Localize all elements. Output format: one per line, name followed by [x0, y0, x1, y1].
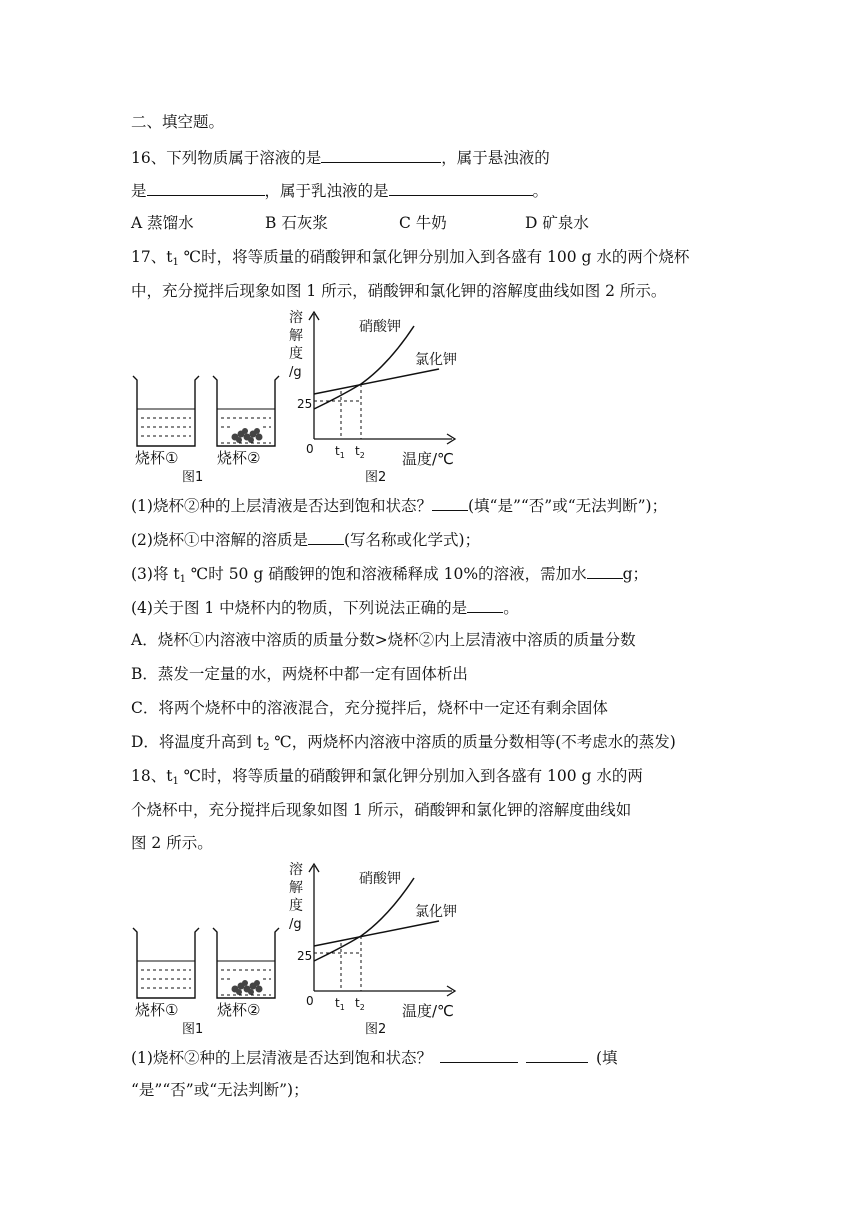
t2-tick: $t_2$ [355, 444, 365, 460]
answer-blank[interactable] [389, 179, 533, 196]
q16-line1: 16、下列物质属于溶液的是 ，属于悬浊液的 [131, 146, 550, 169]
beaker-2 [213, 928, 279, 998]
beaker-2-label: 烧杯② [217, 1001, 261, 1019]
beaker-1-label: 烧杯① [135, 1001, 179, 1019]
solid-precipitate [232, 428, 263, 443]
kcl-curve [314, 921, 439, 946]
t1-tick: $t_1$ [335, 444, 345, 460]
kcl-curve [314, 369, 439, 394]
answer-blank[interactable] [432, 494, 468, 511]
kno3-curve [314, 878, 414, 961]
beaker-1-label: 烧杯① [135, 449, 179, 467]
answer-blank[interactable] [587, 562, 623, 579]
option-d: D 矿泉水 [525, 214, 589, 232]
q17-stem-line2: 中，充分搅拌后现象如图 1 所示，硝酸钾和氯化钾的溶解度曲线如图 2 所示。 [131, 282, 667, 300]
q17-option-c: C．将两个烧杯中的溶液混合，充分搅拌后，烧杯中一定还有剩余固体 [131, 699, 608, 717]
q17-option-a: A．烧杯①内溶液中溶质的质量分数>烧杯②内上层清液中溶质的质量分数 [131, 631, 636, 649]
q17-option-d: D．将温度升高到 $t_2$ ℃，两烧杯内溶液中溶质的质量分数相等(不考虑水的蒸发) [131, 733, 676, 753]
solubility-chart [289, 861, 457, 1037]
svg-text:度: 度 [289, 346, 303, 362]
y-tick-25: 25 [297, 949, 313, 963]
kcl-label: 氯化钾 [415, 352, 457, 368]
svg-text:度: 度 [289, 898, 303, 914]
q17-part4: (4)关于图 1 中烧杯内的物质，下列说法正确的是 。 [131, 596, 519, 619]
answer-blank[interactable] [526, 1046, 588, 1063]
answer-blank[interactable] [467, 596, 503, 613]
q18-stem-line3: 图 2 所示。 [131, 834, 213, 852]
q18-part1-cont: “是”“否”或“无法判断”)； [131, 1081, 309, 1099]
q16-options [131, 212, 589, 234]
q18-part1: (1)烧杯②种的上层清液是否达到饱和状态？ (填 [131, 1046, 618, 1069]
origin-label: 0 [306, 442, 314, 456]
t1-tick: $t_1$ [335, 996, 345, 1012]
answer-blank[interactable] [308, 528, 344, 545]
q17-option-b: B．蒸发一定量的水，两烧杯中都一定有固体析出 [131, 665, 468, 683]
q17-part1: (1)烧杯②种的上层清液是否达到饱和状态？ (填“是”“否”或“无法判断”)； [131, 494, 667, 517]
fig2-caption: 图2 [365, 1022, 387, 1037]
q17-part3: (3)将 $t_1$ ℃时 50 g 硝酸钾的饱和溶液稀释成 10%的溶液，需加水 g； [131, 562, 648, 591]
kno3-curve [314, 326, 414, 409]
x-axis-label: 温度/℃ [402, 450, 454, 468]
solid-precipitate [232, 980, 263, 995]
q17-stem-line1: 17、$t_1$ ℃时，将等质量的硝酸钾和氯化钾分别加入到各盛有 100 g 水的两个烧杯 [131, 248, 690, 268]
option-c: C 牛奶 [399, 214, 447, 232]
y-tick-25: 25 [297, 397, 313, 411]
fig2-caption: 图2 [365, 470, 387, 485]
svg-text:/g: /g [289, 917, 302, 932]
solubility-chart [289, 309, 457, 485]
svg-text:/g: /g [289, 365, 302, 380]
q18-stem-line1: 18、$t_1$ ℃时，将等质量的硝酸钾和氯化钾分别加入到各盛有 100 g 水的两 [131, 767, 643, 787]
svg-text:解: 解 [289, 880, 303, 896]
svg-text:解: 解 [289, 328, 303, 344]
answer-blank[interactable] [440, 1046, 518, 1063]
beaker-2 [213, 376, 279, 446]
beaker-1 [133, 928, 199, 998]
origin-label: 0 [306, 994, 314, 1008]
x-axis-label: 温度/℃ [402, 1002, 454, 1020]
svg-text:溶: 溶 [289, 862, 303, 878]
figure-q18 [127, 858, 467, 1037]
q18-stem-line2: 个烧杯中，充分搅拌后现象如图 1 所示，硝酸钾和氯化钾的溶解度曲线如 [131, 801, 632, 819]
fig1-caption: 图1 [182, 470, 204, 485]
svg-text:溶: 溶 [289, 310, 303, 326]
section-title: 二、填空题。 [131, 113, 225, 131]
q16-line2: 是 ，属于乳浊液的是 。 [131, 179, 548, 202]
beaker-1 [133, 376, 199, 446]
beaker-2-label: 烧杯② [217, 449, 261, 467]
figure-q17 [127, 306, 467, 485]
option-b: B 石灰浆 [265, 214, 328, 232]
option-a: A 蒸馏水 [131, 214, 194, 232]
t2-tick: $t_2$ [355, 996, 365, 1012]
kno3-label: 硝酸钾 [359, 871, 401, 887]
kcl-label: 氯化钾 [415, 904, 457, 920]
answer-blank[interactable] [147, 179, 265, 196]
fig1-caption: 图1 [182, 1022, 204, 1037]
q17-part2: (2)烧杯①中溶解的溶质是 (写名称或化学式)； [131, 528, 480, 551]
kno3-label: 硝酸钾 [359, 319, 401, 335]
answer-blank[interactable] [321, 146, 441, 163]
